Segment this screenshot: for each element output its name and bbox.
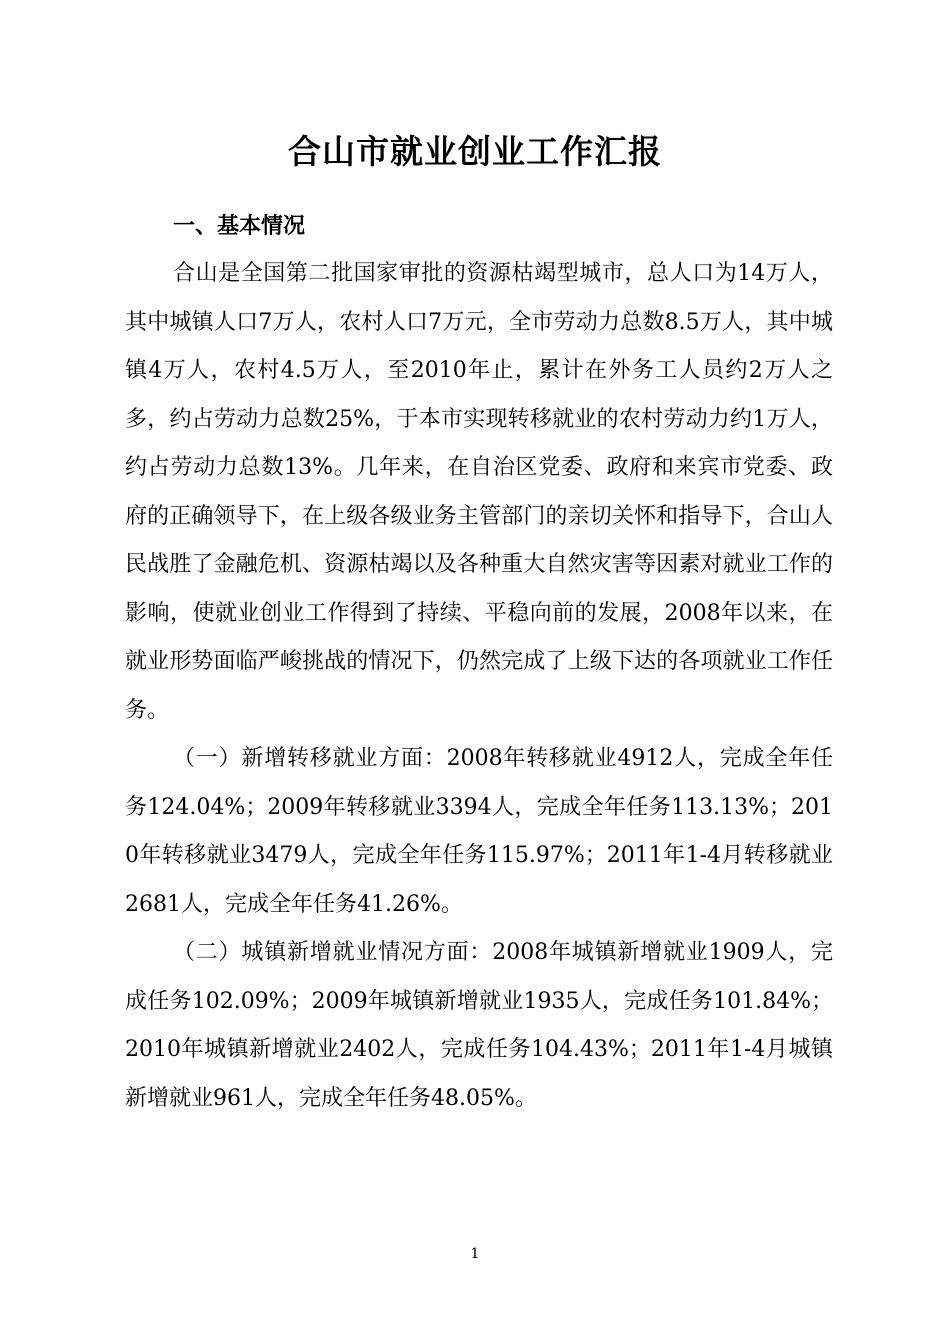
document-body <box>125 202 833 1123</box>
paragraph-basic-situation: 合山是全国第二批国家审批的资源枯竭型城市，总人口为14万人，其中城镇人口7万人，农村人口7万元，全市劳动力总数8.5万人，其中城镇4万人，农村4.5万人，至2010年止，累计在外务工人员约2万人之多，约占劳动力总数25%，于本市实现转移就业的农村劳动力约1万人，约占劳动力总数13%。几年来，在自治区党委、政府和来宾市党委、政府的正确领导下，在上级各级业务主管部门的亲切关怀和指导下，合山人民战胜了金融危机、资源枯竭以及各种重大自然灾害等因素对就业工作的影响，使就业创业工作得到了持续、平稳向前的发展，2008年以来，在就业形势面临严峻挑战的情况下，仍然完成了上级下达的各项就业工作任务。 <box>125 261 833 723</box>
paragraph-transfer-employment: （一）新增转移就业方面：2008年转移就业4912人，完成全年任务124.04%；2009年转移就业3394人，完成全年任务113.13%；2010年转移就业3479人，完成全年任务115.97%；2011年1-4月转移就业2681人，完成全年任务41.26%。 <box>125 746 833 917</box>
document-title: 合山市就业创业工作汇报 <box>288 132 662 171</box>
paragraph-urban-employment: （二）城镇新增就业情况方面：2008年城镇新增就业1909人，完成任务102.09%；2009年城镇新增就业1935人，完成任务101.84%；2010年城镇新增就业2402人，完成任务104.43%；2011年1-4月城镇新增就业961人，完成全年任务48.05%。 <box>125 940 833 1111</box>
page-number: 1 <box>470 1246 480 1262</box>
section-heading: 一、基本情况 <box>173 213 306 239</box>
